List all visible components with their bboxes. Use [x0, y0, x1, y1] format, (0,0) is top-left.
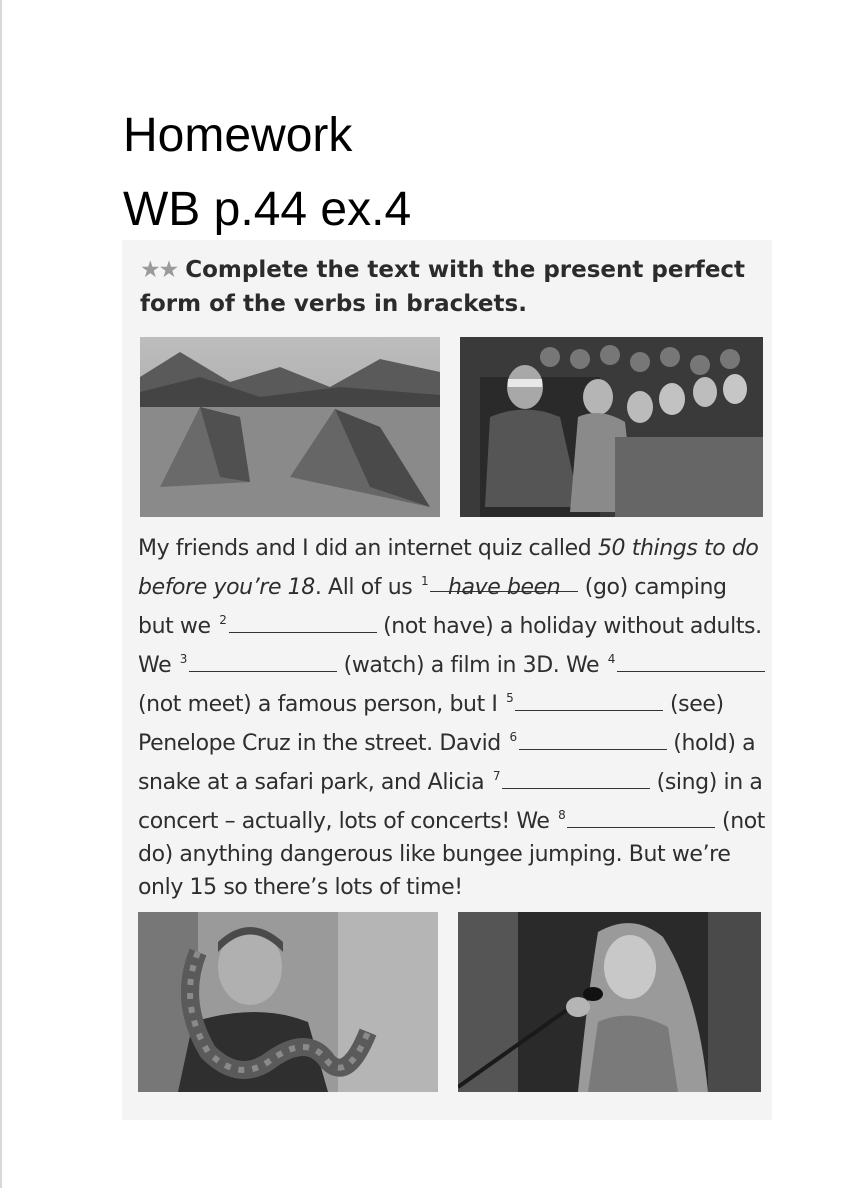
gap-number-1: 1: [420, 574, 429, 588]
verb-hint-4: (not meet) a famous person, but I: [138, 692, 505, 717]
gap-6-blank[interactable]: [519, 729, 667, 750]
boy-with-snake-photo: [138, 912, 438, 1092]
gap-number-3: 3: [179, 652, 188, 666]
tents-camping-photo: [140, 337, 440, 517]
verb-hint-5: (see) Penelope Cruz in the street. David: [138, 692, 724, 756]
exercise-instruction: [140, 253, 760, 321]
page-edge: [0, 0, 2, 1188]
homework-title: Homework: [123, 109, 353, 162]
gap-1-answer: [430, 571, 578, 600]
quiz-title: 50 things to do before you’re 18: [138, 536, 759, 600]
verb-hint-2: (not have) a holiday without adults. We: [138, 614, 762, 678]
gap-2-blank[interactable]: [229, 612, 377, 633]
verb-hint-3: (watch) a film in 3D. We: [337, 653, 606, 678]
difficulty-stars-icon: ★★: [140, 257, 178, 283]
gap-8-blank[interactable]: [567, 807, 715, 828]
gap-number-4: 4: [607, 652, 616, 666]
gap-3-blank[interactable]: [189, 651, 337, 672]
workbook-reference: WB p.44 ex.4: [123, 183, 412, 236]
gap-5-blank[interactable]: [515, 690, 663, 711]
text-intro: My friends and I did an internet quiz called: [138, 536, 598, 561]
text-after-title: . All of us: [314, 575, 419, 600]
gap-number-6: 6: [509, 730, 517, 744]
gap-number-8: 8: [558, 808, 566, 822]
verb-hint-1: (go) camping but we: [138, 575, 727, 639]
girl-singing-photo: [458, 912, 761, 1092]
gap-number-7: 7: [492, 769, 501, 783]
verb-hint-8: (not do) anything dangerous like bungee jumping. But we’re only 15 so there’s lots of time!: [138, 809, 766, 900]
verb-hint-6: (hold) a snake at a safari park, and Alicia: [138, 731, 756, 795]
exercise-text: [138, 532, 768, 904]
gap-4-blank[interactable]: [617, 651, 765, 672]
gap-7-blank[interactable]: [502, 768, 650, 789]
3d-cinema-photo: [460, 337, 763, 517]
example-answer: have been: [448, 575, 561, 600]
gap-number-2: 2: [219, 613, 227, 627]
verb-hint-7: (sing) in a concert – actually, lots of concerts! We: [138, 770, 763, 834]
instruction-text: Complete the text with the present perfect form of the verbs in brackets.: [140, 257, 746, 317]
gap-number-5: 5: [506, 691, 514, 705]
